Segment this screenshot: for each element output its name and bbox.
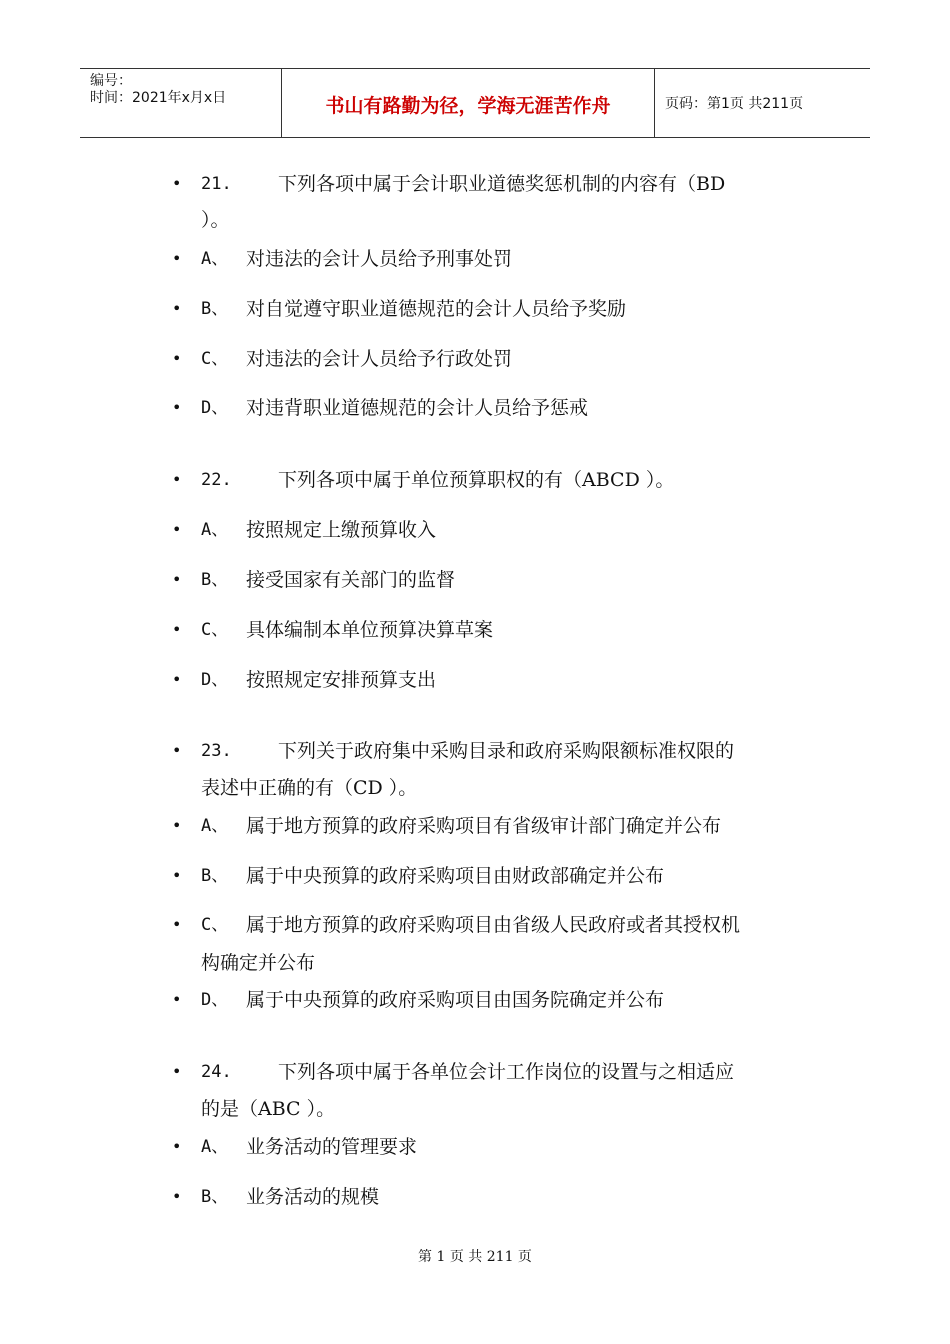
question-text: 下列各项中属于会计职业道德奖惩机制的内容有（BD — [278, 173, 726, 195]
option-label: D、 — [201, 398, 229, 418]
bullet: • — [172, 1187, 182, 1206]
header-motto: 书山有路勤为径，学海无涯苦作舟 — [282, 69, 655, 137]
option-text: 业务活动的管理要求 — [246, 1136, 418, 1158]
question-number: 22. — [201, 470, 232, 490]
bullet: • — [172, 174, 182, 193]
option-label: D、 — [201, 670, 229, 690]
option-label: D、 — [201, 990, 229, 1010]
option-label: A、 — [201, 1137, 229, 1157]
option-label: C、 — [201, 349, 229, 369]
option-text: 属于中央预算的政府采购项目由国务院确定并公布 — [246, 989, 665, 1011]
question-text-cont: ）。 — [201, 209, 230, 231]
option-text: 对自觉遵守职业道德规范的会计人员给予奖励 — [246, 298, 627, 320]
option-text-cont: 构确定并公布 — [201, 952, 316, 974]
option-text: 按照规定安排预算支出 — [246, 669, 437, 691]
option-label: B、 — [201, 299, 229, 319]
option-label: C、 — [201, 620, 229, 640]
question-text-cont: 的是（ABC ）。 — [201, 1098, 336, 1120]
question-text: 下列各项中属于各单位会计工作岗位的设置与之相适应 — [278, 1061, 735, 1083]
option-text: 属于地方预算的政府采购项目由省级人民政府或者其授权机 — [246, 914, 741, 936]
option-label: A、 — [201, 816, 229, 836]
bullet: • — [172, 866, 182, 885]
option-label: A、 — [201, 520, 229, 540]
question-number: 23. — [201, 741, 232, 761]
option-text: 对违法的会计人员给予行政处罚 — [246, 348, 513, 370]
option-label: A、 — [201, 249, 229, 269]
bullet: • — [172, 349, 182, 368]
option-label: B、 — [201, 866, 229, 886]
option-text: 接受国家有关部门的监督 — [246, 569, 456, 591]
number-label: 编号： — [90, 73, 132, 89]
option-text: 业务活动的规模 — [246, 1186, 380, 1208]
bullet: • — [172, 570, 182, 589]
bullet: • — [172, 915, 182, 934]
bullet: • — [172, 816, 182, 835]
bullet: • — [172, 249, 182, 268]
option-text: 按照规定上缴预算收入 — [246, 519, 437, 541]
bullet: • — [172, 990, 182, 1009]
question-text: 下列各项中属于单位预算职权的有（ABCD ）。 — [278, 469, 675, 491]
question-text: 下列关于政府集中采购目录和政府采购限额标准权限的 — [278, 740, 735, 762]
option-label: B、 — [201, 1187, 229, 1207]
bullet: • — [172, 299, 182, 318]
option-text: 具体编制本单位预算决算草案 — [246, 619, 494, 641]
option-label: C、 — [201, 915, 229, 935]
date-label: 时间：2021年x月x日 — [90, 90, 227, 106]
option-text: 属于中央预算的政府采购项目由财政部确定并公布 — [246, 865, 665, 887]
bullet: • — [172, 520, 182, 539]
bullet: • — [172, 470, 182, 489]
question-number: 21. — [201, 174, 232, 194]
header-page-info: 页码：第1页 共211页 — [665, 96, 804, 112]
bullet: • — [172, 670, 182, 689]
bullet: • — [172, 1062, 182, 1081]
question-number: 24. — [201, 1062, 232, 1082]
bullet: • — [172, 741, 182, 760]
bullet: • — [172, 1137, 182, 1156]
option-text: 对违法的会计人员给予刑事处罚 — [246, 248, 513, 270]
bullet: • — [172, 398, 182, 417]
option-text: 属于地方预算的政府采购项目有省级审计部门确定并公布 — [246, 815, 722, 837]
option-text: 对违背职业道德规范的会计人员给予惩戒 — [246, 397, 589, 419]
bullet: • — [172, 620, 182, 639]
question-text-cont: 表述中正确的有（CD ）。 — [201, 777, 418, 799]
option-label: B、 — [201, 570, 229, 590]
page-footer: 第 1 页 共 211 页 — [418, 1249, 532, 1265]
